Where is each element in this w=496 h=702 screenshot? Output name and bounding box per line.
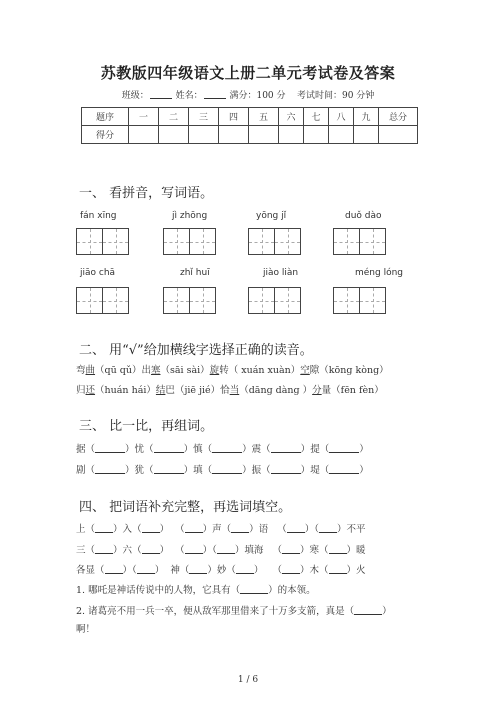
writing-cell[interactable] [359,228,386,255]
pinyin-options[interactable]: （fēn fèn） [331,385,384,396]
answer-blank[interactable] [236,564,254,574]
char: 忧 [134,444,145,455]
writing-cell[interactable] [76,287,103,314]
pinyin-label: fán xīng [80,211,117,221]
score-header-cell: 三 [189,108,219,126]
compare-row-1: 据（ ）忧（ ）慎（ ）震（ ）提（ ） [76,444,369,455]
question-text: 2. 诸葛亮不用一兵一卒，便从敌军那里借来了十万多支箭，真是（ [76,606,355,617]
score-cell[interactable] [219,126,249,144]
writing-grid[interactable] [76,287,128,314]
score-header-cell: 五 [249,108,279,126]
writing-cell[interactable] [359,287,386,314]
idiom-char: 妙 [216,565,227,576]
question-text: ）的本领。 [268,585,316,596]
idiom-char: 入 [122,524,133,535]
writing-cell[interactable] [163,228,190,255]
answer-blank[interactable] [95,544,113,554]
word-char: 巴 [165,385,175,396]
writing-cell[interactable] [189,228,216,255]
score-table [81,107,418,144]
underlined-char: 当 [229,385,240,396]
idiom-char: 暖 [356,545,366,556]
score-header-cell: 九 [354,108,379,126]
name-blank [204,89,226,99]
section2-heading: 二、 用“√”给加横线字选择正确的读音。 [79,343,313,358]
idiom-char: 语 [258,524,269,535]
score-header-cell: 二 [159,108,189,126]
idiom-char: 各显 [76,565,96,576]
pinyin-label: méng lóng [355,268,404,278]
word-char: 恰 [220,385,230,396]
answer-blank[interactable] [154,464,184,474]
score-header-cell: 四 [219,108,249,126]
question-text: 1. 哪吒是神话传说中的人物，它具有（ [76,585,241,596]
underlined-char: 空 [300,365,310,376]
writing-grid[interactable] [76,228,128,255]
pinyin-options[interactable]: （ xuán xuàn） [228,365,301,376]
name-label: 姓名： [175,91,203,101]
answer-blank[interactable] [271,464,301,474]
char: 据 [76,444,86,455]
pinyin-options[interactable]: （jiē jié） [174,385,221,396]
pinyin-options[interactable]: （sāi sài） [160,365,210,376]
section3-heading: 三、 比一比，再组词。 [79,419,214,434]
underlined-char: 分 [312,385,322,396]
answer-blank[interactable] [217,544,235,554]
score-cell[interactable] [279,126,304,144]
idiom-char: 六 [122,545,133,556]
answer-blank[interactable] [240,584,268,594]
reading-line-2 [76,382,384,396]
question-2 [76,603,392,617]
score-cell[interactable] [159,126,189,144]
idiom-char: 不平 [346,524,366,535]
char: 剧 [76,465,86,476]
question-text: ） [382,606,392,617]
idiom-char: 寒 [309,545,320,556]
word-char: 量 [321,385,332,396]
char: 振 [251,465,262,476]
writing-cell[interactable] [102,287,129,314]
score-header-cell: 一 [129,108,159,126]
writing-cell[interactable] [76,228,103,255]
pinyin-label: jiào liàn [263,268,299,278]
answer-blank[interactable] [329,564,347,574]
writing-cell[interactable] [248,228,275,255]
idiom-row-3: 各显（ ）（ ） 神（ ）妙（ ） （ ）木（ ）火 [76,565,366,576]
pinyin-label: yōng jǐ [256,211,287,221]
compare-row-2: 剧（ ）犹（ ）填（ ）振（ ）堤（ ） [76,465,369,476]
answer-blank[interactable] [95,464,125,474]
writing-cell[interactable] [274,228,301,255]
idiom-char: 木 [309,565,320,576]
writing-cell[interactable] [274,287,301,314]
reading-line-1 [76,362,389,376]
answer-blank[interactable] [354,605,382,615]
pinyin-options[interactable]: （dāng dàng ） [239,385,313,396]
pinyin-label: jì zhōng [172,211,208,221]
idiom-char: 神 [170,565,180,576]
score-header-row [82,108,418,126]
writing-cell[interactable] [248,287,275,314]
score-row-label: 得分 [82,126,129,144]
idiom-char: 填海 [244,545,264,556]
pinyin-options[interactable]: （huán hái） [95,385,156,396]
score-header-cell: 八 [329,108,354,126]
writing-cell[interactable] [163,287,190,314]
writing-grid[interactable] [163,287,215,314]
answer-blank[interactable] [137,564,155,574]
writing-grid[interactable] [248,228,300,255]
char: 慎 [193,444,203,455]
answer-blank[interactable] [142,544,160,554]
word-char: 归 [76,385,86,396]
score-header-cell: 七 [304,108,329,126]
pinyin-label: jiāo chā [80,268,116,278]
char: 填 [193,465,203,476]
writing-cell[interactable] [333,287,360,314]
idiom-char: 三 [76,545,86,556]
answer-blank[interactable] [95,443,125,453]
underlined-char: 曲 [85,365,96,376]
char: 犹 [134,465,145,476]
score-cell[interactable] [189,126,219,144]
underlined-char: 旋 [209,365,220,376]
score-header-cell: 题序 [82,108,129,126]
question-2-cont: 啊！ [76,624,96,635]
question-1 [76,582,316,596]
document-title: 苏教版四年级语文上册二单元考试卷及答案 [100,64,396,82]
score-header-cell: 总分 [379,108,418,126]
answer-blank[interactable] [329,443,359,453]
answer-blank[interactable] [287,523,305,533]
answer-blank[interactable] [319,523,337,533]
idiom-row-1: 上（ ）入（ ） （ ）声（ ）语 （ ）（ ）不平 [76,524,366,535]
class-label: 班级： [121,91,149,101]
answer-blank[interactable] [212,443,242,453]
score-cell[interactable] [329,126,354,144]
answer-blank[interactable] [105,564,123,574]
word-char: 转 [219,365,229,376]
score-cell[interactable] [354,126,379,144]
underlined-char: 结 [155,385,166,396]
answer-blank[interactable] [95,523,113,533]
answer-blank[interactable] [154,443,184,453]
char: 提 [310,444,320,455]
answer-blank[interactable] [329,544,347,554]
answer-blank[interactable] [231,523,249,533]
pinyin-label: duǒ dào [345,211,382,221]
underlined-char: 还 [85,385,96,396]
score-cell[interactable] [379,126,418,144]
word-char: 隙 [309,365,320,376]
answer-blank[interactable] [329,464,359,474]
answer-blank[interactable] [212,464,242,474]
writing-grid[interactable] [248,287,300,314]
writing-cell[interactable] [102,228,129,255]
answer-blank[interactable] [189,564,207,574]
exam-info [0,88,496,101]
section4-heading: 四、 把词语补充完整，再选词填空。 [79,500,292,515]
writing-grid[interactable] [333,228,385,255]
idiom-char: 火 [356,565,366,576]
score-cell[interactable] [129,126,159,144]
score-cell[interactable] [304,126,329,144]
pinyin-options[interactable]: （kōng kòng） [319,365,389,376]
idiom-char: 上 [76,524,86,535]
class-blank [150,89,172,99]
exam-time: 考试时间：90 分钟 [296,91,375,101]
word-char: 出 [141,365,151,376]
answer-blank[interactable] [282,564,300,574]
pinyin-options[interactable]: （qū qǔ） [95,365,142,376]
idiom-char: 声 [212,524,222,535]
answer-blank[interactable] [185,523,203,533]
answer-blank[interactable] [282,544,300,554]
underlined-char: 塞 [150,365,161,376]
idiom-row-2: 三（ ）六（ ） （ ）（ ）填海 （ ）寒（ ）暖 [76,545,366,556]
full-score: 满分：100 分 [229,91,286,101]
word-char: 弯 [76,365,86,376]
score-cell[interactable] [249,126,279,144]
writing-grid[interactable] [163,228,215,255]
score-row [82,126,418,144]
writing-cell[interactable] [189,287,216,314]
pinyin-label: zhǐ huī [180,268,210,278]
char: 堤 [310,465,320,476]
writing-grid[interactable] [333,287,385,314]
section1-heading: 一、 看拼音，写词语。 [79,186,214,201]
char: 震 [251,444,262,455]
answer-blank[interactable] [271,443,301,453]
answer-blank[interactable] [142,523,160,533]
writing-cell[interactable] [333,228,360,255]
score-header-cell: 六 [279,108,304,126]
page-number: 1 / 6 [237,675,259,685]
answer-blank[interactable] [185,544,203,554]
